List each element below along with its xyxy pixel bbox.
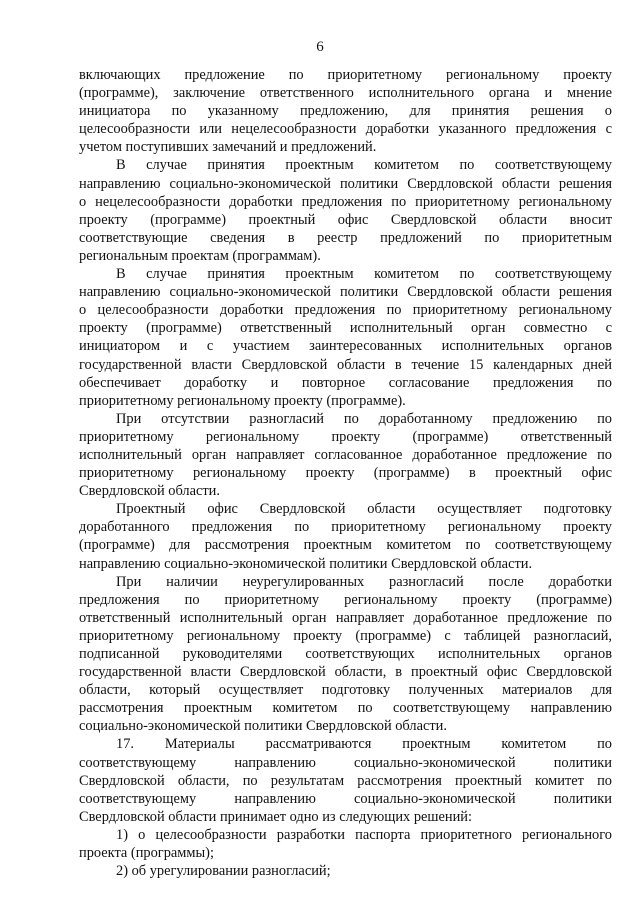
text-line: исполнительный орган направляет согласованное доработанное предложение по: [79, 446, 612, 463]
text-line: инициатором и с участием заинтересованных исполнительных органов: [79, 338, 612, 355]
text-line: направлению социально-экономической политики Свердловской области решения: [79, 175, 612, 192]
text-line: приоритетному региональному проекту (программе) ответственный: [79, 428, 612, 445]
paragraph: [79, 410, 612, 500]
text-line: направлению социально-экономической политики Свердловской области решения: [79, 284, 612, 301]
text-line: Свердловской области, по результатам рассмотрения проектный комитет по: [79, 772, 612, 789]
text-line: предложения по приоритетному региональному проекту (программе): [79, 591, 612, 608]
paragraph: [79, 862, 612, 880]
text-line: рассмотрения проектным комитетом по соответствующему направлению: [79, 700, 612, 717]
text-line: инициатора по указанному предложению, для принятия решения о: [79, 103, 612, 120]
text-line: приоритетному региональному проекту (программе) в проектный офис: [79, 465, 612, 482]
text-line: проекта (программы);: [79, 845, 214, 862]
text-line: При наличии неурегулированных разногласий после доработки: [116, 573, 612, 590]
text-line: (программе), заключение ответственного исполнительного органа и мнение: [79, 85, 612, 102]
text-line: 1) о целесообразности разработки паспорта приоритетного регионального: [116, 826, 612, 843]
text-line: В случае принятия проектным комитетом по соответствующему: [116, 157, 612, 174]
text-line: В случае принятия проектным комитетом по соответствующему: [116, 266, 612, 283]
text-line: подписанной руководителями соответствующих исполнительных органов: [79, 646, 612, 662]
paragraph: [79, 156, 612, 265]
text-line: государственной власти Свердловской области, в проектный офис Свердловской: [79, 664, 612, 681]
text-line: государственной власти Свердловской области в течение 15 календарных дней: [79, 356, 612, 373]
paragraph: [79, 265, 612, 410]
paragraph: [79, 500, 612, 572]
text-line: учетом поступивших замечаний и предложений.: [79, 139, 377, 156]
paragraph: [79, 735, 612, 825]
text-line: Проектный офис Свердловской области осуществляет подготовку: [116, 501, 612, 518]
text-line: проекту (программе) ответственный исполнительный орган совместно с: [79, 320, 612, 337]
text-line: соответствующему направлению социально-экономической политики: [79, 790, 612, 807]
text-line: Свердловской области.: [79, 483, 220, 500]
page-number: 6: [316, 39, 324, 55]
text-line: целесообразности или нецелесообразности доработки указанного предложения с: [79, 121, 612, 138]
text-line: направлению социально-экономической политики Свердловской области.: [79, 555, 533, 572]
text-line: 17. Материалы рассматриваются проектным комитетом по: [116, 736, 612, 753]
text-line: доработанного предложения по приоритетному региональному проекту: [79, 519, 612, 536]
text-line: Свердловской области принимает одно из следующих решений:: [79, 808, 472, 825]
text-line: региональным проектам (программам).: [79, 247, 321, 264]
text-line: соответствующему направлению социально-экономической политики: [79, 754, 612, 771]
text-line: области, который осуществляет подготовку полученных материалов для: [79, 682, 612, 699]
paragraph: [79, 826, 612, 862]
text-line: включающих предложение по приоритетному региональному проекту: [79, 67, 612, 83]
text-line: социально-экономической политики Свердловской области.: [79, 718, 447, 735]
text-line: (программе) для рассмотрения проектным комитетом по соответствующему: [79, 537, 612, 554]
paragraph: [79, 66, 612, 156]
text-line: приоритетному региональному проекту (программе) с таблицей разногласий,: [79, 627, 612, 644]
text-line: приоритетному региональному проекту (программе).: [79, 392, 406, 409]
text-line: о нецелесообразности доработки предложения по приоритетному региональному: [79, 193, 612, 210]
text-line: 2) об урегулировании разногласий;: [116, 863, 331, 880]
text-line: ответственный исполнительный орган направляет доработанное предложение по: [79, 609, 612, 626]
text-line: При отсутствии разногласий по доработанному предложению по: [116, 410, 612, 427]
text-line: соответствующие сведения в реестр предложений по приоритетным: [79, 229, 612, 246]
document-body: [79, 66, 612, 880]
text-line: о целесообразности доработки предложения по приоритетному региональному: [79, 302, 612, 319]
text-line: проекту (программе) проектный офис Свердловской области вносит: [79, 211, 612, 228]
text-line: обеспечивает доработку и повторное согласование предложения по: [79, 374, 612, 391]
paragraph: [79, 573, 612, 736]
